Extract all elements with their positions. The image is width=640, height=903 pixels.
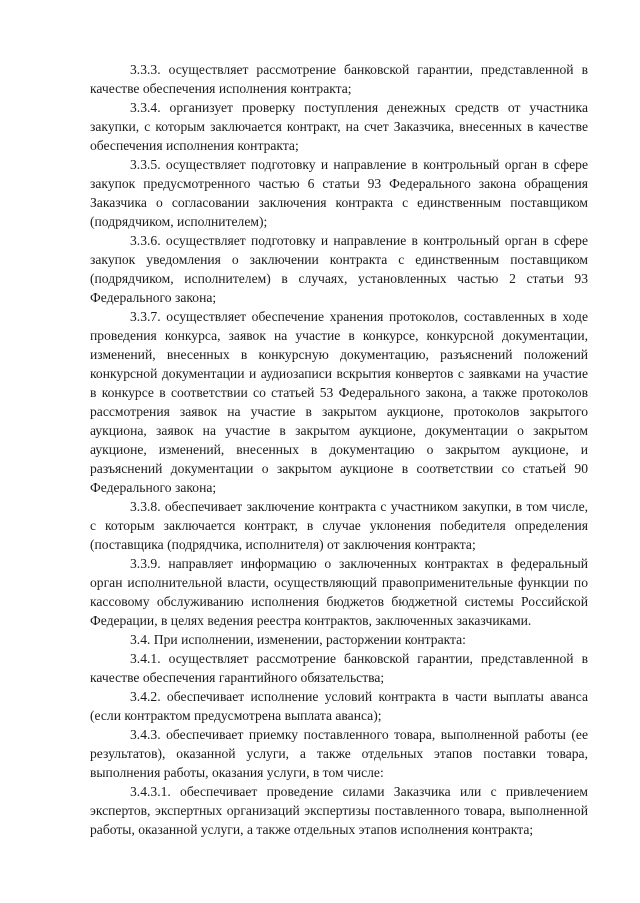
clause-3-4-3: 3.4.3. обеспечивает приемку поставленного товара, выполненной работы (ее результатов), оказанной услуги, а также отдельных этапов поставки товара, выполнения работы, оказания услуги, в том числе: xyxy=(90,727,588,780)
clause-3-3-4: 3.3.4. организует проверку поступления денежных средств от участника закупки, с которым заключается контракт, на счет Заказчика, внесенных в качестве обеспечения исполнения контракта; xyxy=(90,100,588,153)
document-body xyxy=(90,60,588,839)
clause-3-3-7: 3.3.7. осуществляет обеспечение хранения протоколов, составленных в ходе проведения конкурса, заявок на участие в конкурсе, конкурсной документации, изменений, внесенных в конкурсную документацию, разъяснений положений конкурсной документации и аудиозаписи вскрытия конвертов с заявками на участие в конкурсе в соответствии со статьей 53 Федерального закона, а также протоколов рассмотрения заявок на участие в закрытом аукционе, протоколов закрытого аукциона, заявок на участие в закрытом аукционе, документации о закрытом аукционе, изменений, внесенных в документацию о закрытом аукционе, и разъяснений документации о закрытом аукционе в соответствии со статьей 90 Федерального закона; xyxy=(90,309,588,495)
clause-3-3-3: 3.3.3. осуществляет рассмотрение банковской гарантии, представленной в качестве обеспечения исполнения контракта; xyxy=(90,62,588,96)
clause-3-4-3-1: 3.4.3.1. обеспечивает проведение силами Заказчика или с привлечением экспертов, экспертных организаций экспертизы поставленного товара, выполненной работы, оказанной услуги, а также отдельных этапов исполнения контракта; xyxy=(90,784,588,837)
clause-3-3-8: 3.3.8. обеспечивает заключение контракта с участником закупки, в том числе, с которым заключается контракт, в случае уклонения победителя определения (поставщика (подрядчика, исполнителя) от заключения контракта; xyxy=(90,499,588,552)
clause-3-4-2: 3.4.2. обеспечивает исполнение условий контракта в части выплаты аванса (если контрактом предусмотрена выплата аванса); xyxy=(90,689,588,723)
clause-3-4-1: 3.4.1. осуществляет рассмотрение банковской гарантии, представленной в качестве обеспечения гарантийного обязательства; xyxy=(90,651,588,685)
clause-3-3-9: 3.3.9. направляет информацию о заключенных контрактах в федеральный орган исполнительной власти, осуществляющий правоприменительные функции по кассовому обслуживанию исполнения бюджетов бюджетной системы Российской Федерации, в целях ведения реестра контрактов, заключенных заказчиками. xyxy=(90,556,588,628)
clause-3-3-6: 3.3.6. осуществляет подготовку и направление в контрольный орган в сфере закупок уведомления о заключении контракта с единственным поставщиком (подрядчиком, исполнителем) в случаях, установленных частью 2 статьи 93 Федерального закона; xyxy=(90,233,588,305)
clause-3-4-heading: 3.4. При исполнении, изменении, расторжении контракта: xyxy=(130,632,466,647)
clause-3-3-5: 3.3.5. осуществляет подготовку и направление в контрольный орган в сфере закупок предусмотренного частью 6 статьи 93 Федерального закона обращения Заказчика о согласовании заключения контракта с единственным поставщиком (подрядчиком, исполнителем); xyxy=(90,157,588,229)
